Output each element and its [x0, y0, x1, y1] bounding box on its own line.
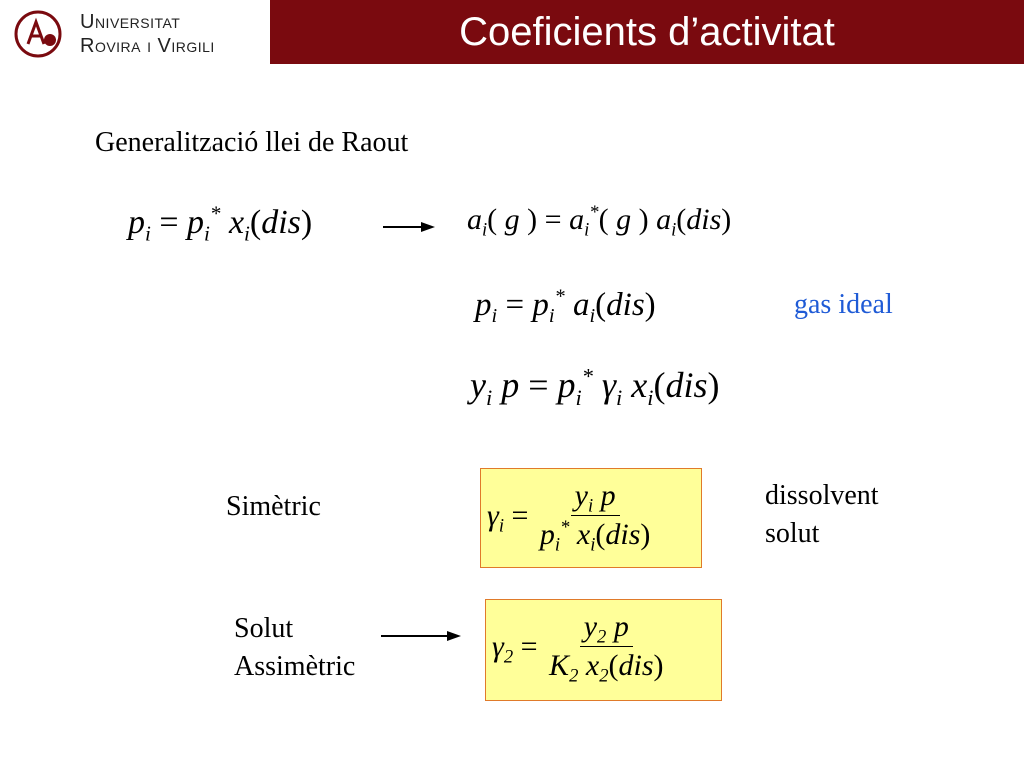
asymmetric-label-line1: Solut	[234, 613, 294, 644]
symmetric-equation-box	[480, 468, 702, 568]
asymmetric-equation-box	[485, 599, 722, 701]
asymmetric-label	[234, 610, 355, 686]
university-name-line2: Rovira i Virgili	[80, 35, 215, 57]
raoult-equation: $p_i = p_i^*$ $x_i(dis)$	[128, 201, 313, 246]
university-name-line1: Universitat	[80, 11, 181, 33]
university-logo	[14, 10, 62, 58]
activity-general-equation: $a_i$( g ) = $a_i^*$( g ) $a_i(dis)$	[467, 201, 732, 241]
activity-coefficient-equation: $y_i$ $p = p_i^*$ $\gamma_i$ $x_i(dis)$	[470, 363, 720, 410]
activity-gas-equation: $p_i = p_i^*$ $a_i(dis)$	[475, 285, 656, 328]
subtitle: Generalització llei de Raout	[95, 127, 409, 158]
slide-title: Coeficients d’activitat	[459, 10, 835, 54]
solute-label: solut	[765, 518, 820, 549]
asymmetric-fraction: $\frac{y_2 p}{K_2 x_2(dis)}$	[549, 610, 664, 687]
asymmetric-equation: $\gamma_2$ = $\frac{y_2 p}{K_2 x_2(dis)}$	[492, 610, 668, 683]
arrow-right-icon	[383, 222, 435, 232]
university-name	[80, 10, 215, 58]
asymmetric-label-line2: Assimètric	[234, 651, 356, 682]
symmetric-legend	[765, 477, 879, 553]
symmetric-fraction: $\frac{y_i p}{p_i^* x_i(dis)}$	[539, 479, 651, 556]
solvent-label: dissolvent	[765, 480, 879, 511]
arrow-right-icon	[381, 631, 461, 641]
symmetric-equation: $\gamma_i$ = $\frac{y_i p}{p_i^* x_i(dis)}$	[487, 479, 654, 552]
symmetric-label: Simètric	[226, 491, 321, 522]
gas-ideal-label: gas ideal	[794, 289, 893, 320]
